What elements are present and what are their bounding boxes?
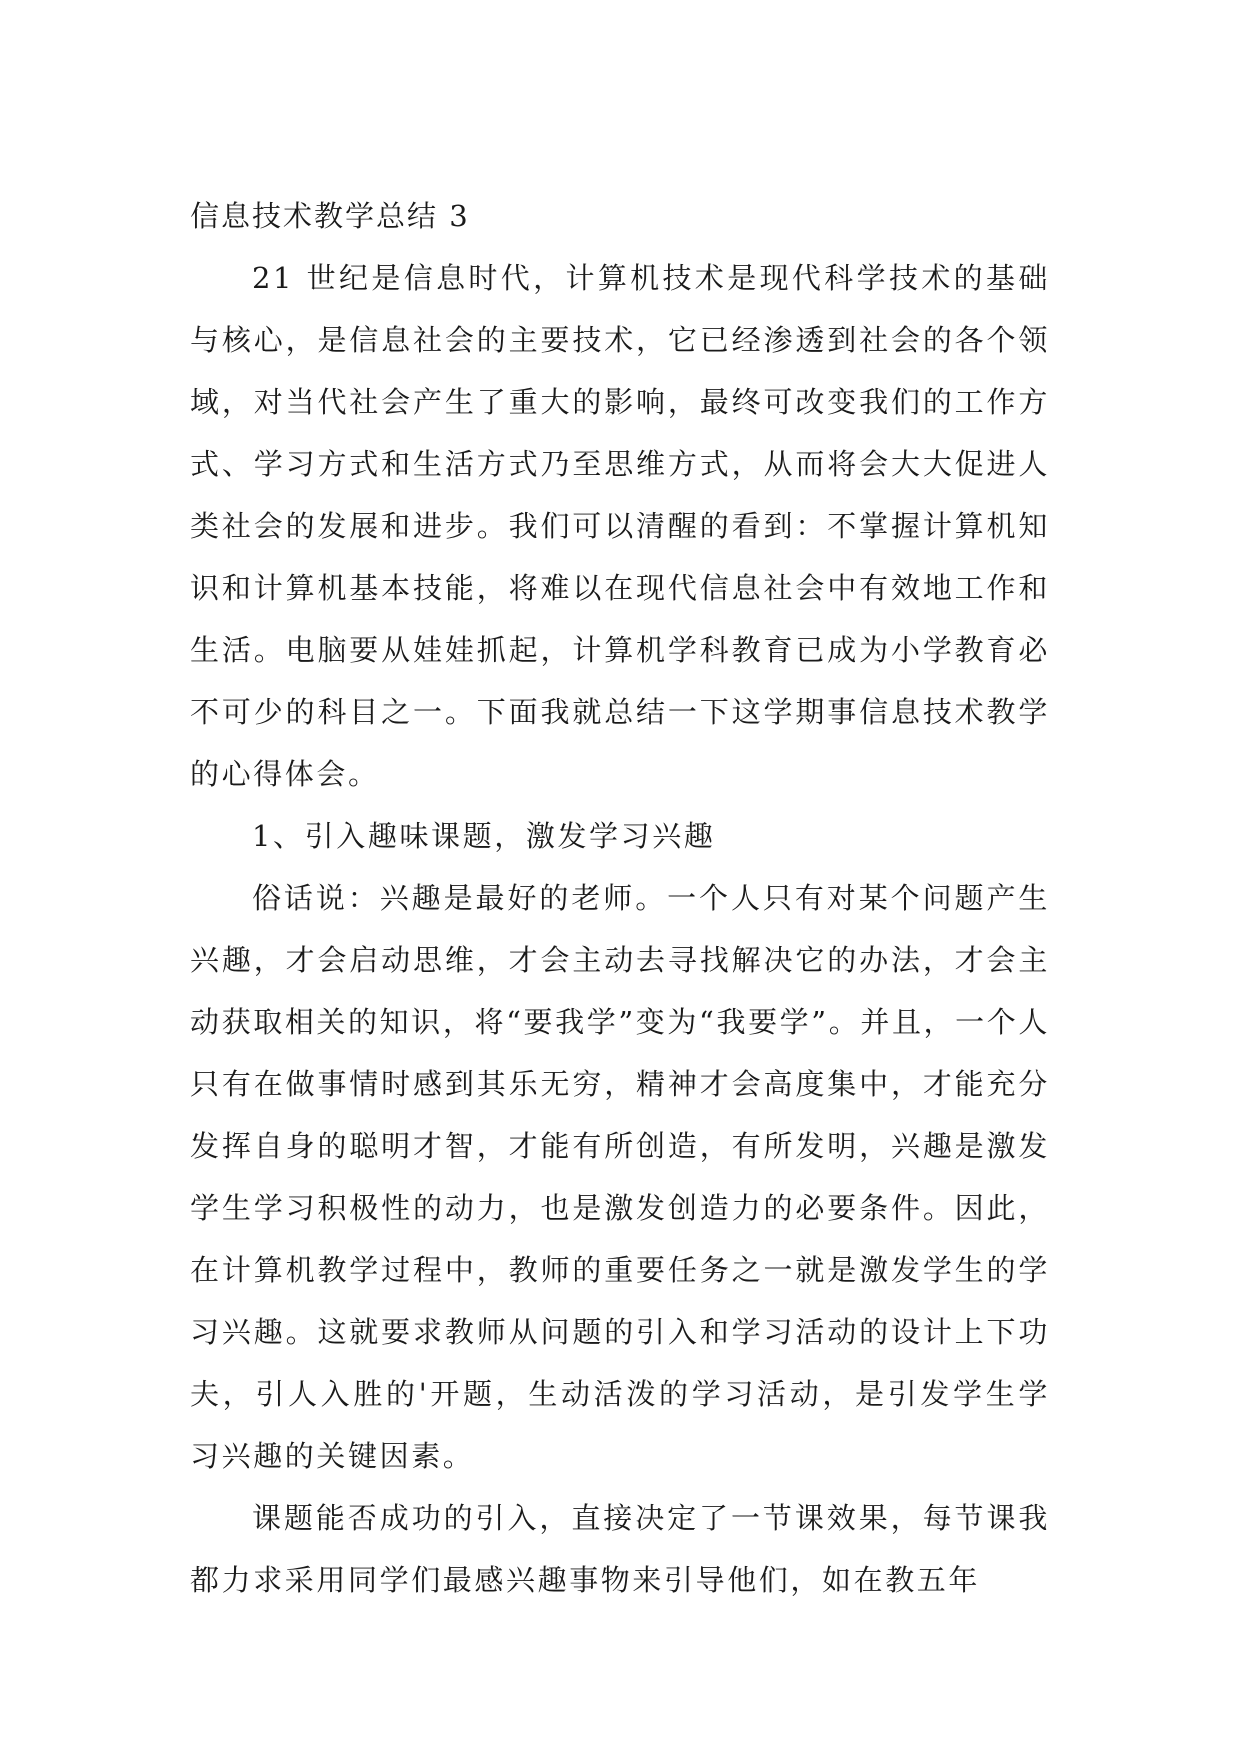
section-heading-1: 1、引入趣味课题，激发学习兴趣 xyxy=(252,819,716,853)
document-body xyxy=(190,185,1050,1611)
paragraph-topic-intro: 课题能否成功的引入，直接决定了一节课效果，每节课我都力求采用同学们最感兴趣事物来引导他们，如在教五年 xyxy=(190,1501,1050,1597)
paragraph-interest: 俗话说：兴趣是最好的老师。一个人只有对某个问题产生兴趣，才会启动思维，才会主动去寻找解决它的办法，才会主动获取相关的知识，将“要我学”变为“我要学”。并且，一个人只有在做事情时感到其乐无穷，精神才会高度集中，才能充分发挥自身的聪明才智，才能有所创造，有所发明，兴趣是激发学生学习积极性的动力，也是激发创造力的必要条件。因此，在计算机教学过程中，教师的重要任务之一就是激发学生的学习兴趣。这就要求教师从问题的引入和学习活动的设计上下功夫，引人入胜的'开题，生动活泼的学习活动，是引发学生学习兴趣的关键因素。 xyxy=(190,881,1050,1473)
document-title: 信息技术教学总结 3 xyxy=(190,199,470,233)
paragraph-intro: 21 世纪是信息时代，计算机技术是现代科学技术的基础与核心，是信息社会的主要技术，它已经渗透到社会的各个领域，对当代社会产生了重大的影响，最终可改变我们的工作方式、学习方式和生活方式乃至思维方式，从而将会大大促进人类社会的发展和进步。我们可以清醒的看到：不掌握计算机知识和计算机基本技能，将难以在现代信息社会中有效地工作和生活。电脑要从娃娃抓起，计算机学科教育已成为小学教育必不可少的科目之一。下面我就总结一下这学期事信息技术教学的心得体会。 xyxy=(190,261,1050,791)
